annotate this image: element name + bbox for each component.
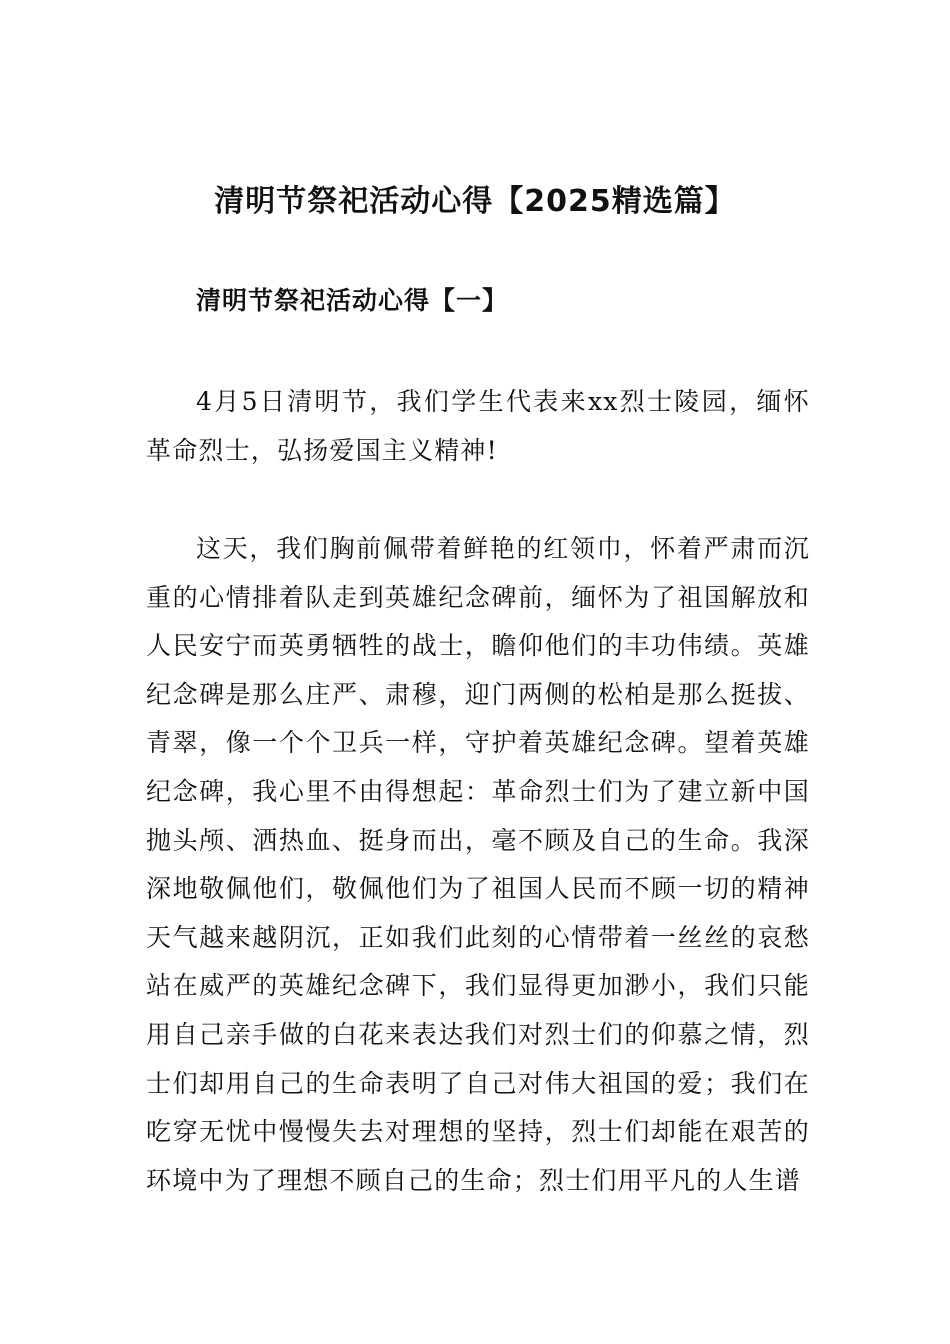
section-heading: 清明节祭祀活动心得【一】 — [196, 286, 509, 315]
document-title: 清明节祭祀活动心得【2025精选篇】 — [214, 184, 736, 219]
paragraph-2: 这天，我们胸前佩带着鲜艳的红领巾，怀着严肃而沉重的心情排着队走到英雄纪念碑前，缅怀为了祖国解放和人民安宁而英勇牺牲的战士，瞻仰他们的丰功伟绩。英雄纪念碑是那么庄严、肃穆，迎门两侧的松柏是那么挺拔、青翠，像一个个卫兵一样，守护着英雄纪念碑。望着英雄纪念碑，我心里不由得想起：革命烈士们为了建立新中国抛头颅、洒热血、挺身而出，毫不顾及自己的生命。我深深地敬佩他们，敬佩他们为了祖国人民而不顾一切的精神天气越来越阴沉，正如我们此刻的心情带着一丝丝的哀愁站在威严的英雄纪念碑下，我们显得更加渺小，我们只能用自己亲手做的白花来表达我们对烈士们的仰慕之情，烈士们却用自己的生命表明了自己对伟大祖国的爱；我们在吃穿无忧中慢慢失去对理想的坚持，烈士们却能在艰苦的环境中为了理想不顾自己的生命；烈士们用平凡的人生谱 — [146, 534, 810, 1195]
paragraph-1: 4月5日清明节，我们学生代表来xx烈士陵园，缅怀革命烈士，弘扬爱国主义精神! — [146, 387, 810, 465]
